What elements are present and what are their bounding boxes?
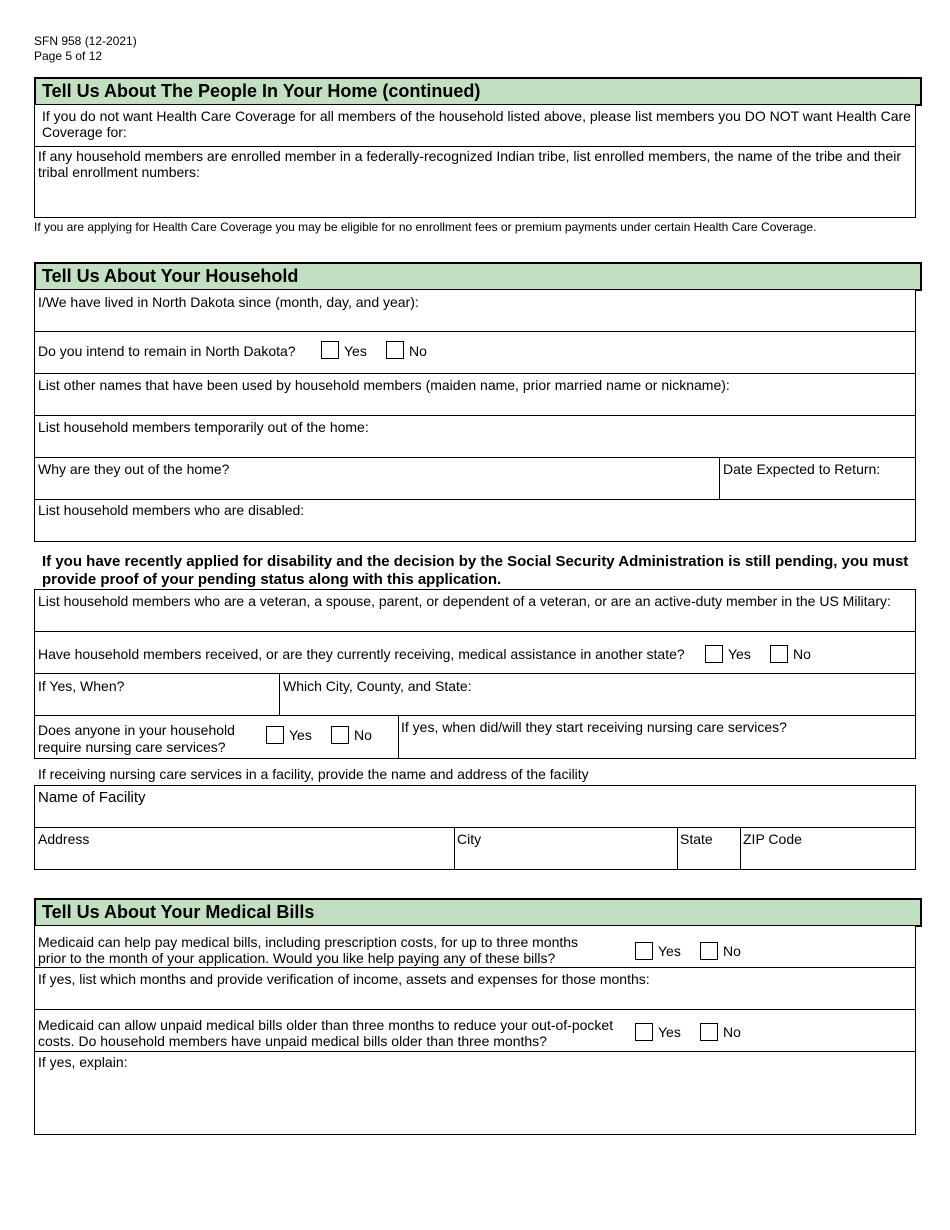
- help-pay-line2: prior to the month of your application. Would you like help paying any of these bills?: [38, 950, 556, 966]
- other-state-label: Have household members received, or are they currently receiving, medical assistance in another state?: [38, 646, 685, 662]
- temp-out-label: List household members temporarily out of the home:: [38, 419, 369, 435]
- address-label: Address: [38, 831, 90, 847]
- city-county-state-label: Which City, County, and State:: [283, 678, 472, 694]
- nursing-yes-label: Yes: [289, 727, 312, 743]
- other-state-yes-label: Yes: [728, 646, 751, 662]
- remain-label: Do you intend to remain in North Dakota?: [38, 343, 296, 359]
- unpaid-yes-label: Yes: [658, 1024, 681, 1040]
- months-label: If yes, list which months and provide verification of income, assets and expenses for those months:: [38, 971, 650, 987]
- help-pay-no-label: No: [723, 943, 741, 959]
- nursing-no-label: No: [354, 727, 372, 743]
- no-coverage-label: If you do not want Health Care Coverage for all members of the household listed above, please list members you DO NOT want Health Care Coverage for:: [42, 108, 911, 140]
- section-title-medical: Tell Us About Your Medical Bills: [34, 898, 922, 927]
- coverage-footnote: If you are applying for Health Care Coverage you may be eligible for no enrollment fees or premium payments under certain Health Care Coverage.: [34, 220, 817, 234]
- divider: [34, 1009, 916, 1010]
- disabled-label: List household members who are disabled:: [38, 502, 305, 518]
- address-field[interactable]: [35, 828, 453, 869]
- remain-yes-label: Yes: [344, 343, 367, 359]
- tribe-label: If any household members are enrolled member in a federally-recognized Indian tribe, list enrolled members, the name of the tribe and their tribal enrollment numbers:: [38, 148, 902, 180]
- facility-name-field[interactable]: [35, 786, 915, 827]
- unpaid-line1: Medicaid can allow unpaid medical bills older than three months to reduce your out-of-pocket: [38, 1017, 614, 1033]
- veteran-label: List household members who are a veteran, a spouse, parent, or dependent of a veteran, or are an active-duty member in the US Military:: [38, 593, 891, 609]
- other-state-no-label: No: [793, 646, 811, 662]
- unpaid-yes-checkbox[interactable]: [635, 1023, 653, 1041]
- other-state-no-checkbox[interactable]: [770, 645, 788, 663]
- unpaid-line2: costs. Do household members have unpaid medical bills older than three months?: [38, 1033, 547, 1049]
- unpaid-no-label: No: [723, 1024, 741, 1040]
- help-pay-yes-checkbox[interactable]: [635, 942, 653, 960]
- unpaid-no-checkbox[interactable]: [700, 1023, 718, 1041]
- remain-no-label: No: [409, 343, 427, 359]
- nursing-no-checkbox[interactable]: [331, 726, 349, 744]
- date-return-label: Date Expected to Return:: [723, 461, 881, 477]
- help-pay-no-checkbox[interactable]: [700, 942, 718, 960]
- explain-label: If yes, explain:: [38, 1054, 128, 1070]
- zip-label: ZIP Code: [743, 831, 802, 847]
- disability-notice: If you have recently applied for disability and the decision by the Social Security Administration is still pending, you must provide proof of your pending status along with this application.: [42, 553, 909, 588]
- divider: [34, 631, 916, 632]
- remain-yes-checkbox[interactable]: [321, 341, 339, 359]
- other-state-yes-checkbox[interactable]: [705, 645, 723, 663]
- city-field[interactable]: [455, 828, 676, 869]
- if-yes-when-label: If Yes, When?: [38, 678, 125, 694]
- facility-intro: If receiving nursing care services in a facility, provide the name and address of the facility: [38, 766, 589, 782]
- lived-since-label: I/We have lived in North Dakota since (month, day, and year):: [38, 294, 419, 310]
- remain-no-checkbox[interactable]: [386, 341, 404, 359]
- divider: [34, 331, 916, 332]
- section-title-household: Tell Us About Your Household: [34, 262, 922, 291]
- explain-field[interactable]: [35, 1052, 915, 1134]
- form-number: SFN 958 (12-2021): [34, 34, 137, 48]
- state-label: State: [680, 831, 713, 847]
- nursing-label-line1: Does anyone in your household: [38, 722, 235, 738]
- section-title-people: Tell Us About The People In Your Home (continued): [34, 77, 922, 106]
- city-label: City: [457, 831, 482, 847]
- other-names-label: List other names that have been used by household members (maiden name, prior married name or nickname):: [38, 377, 730, 393]
- why-out-label: Why are they out of the home?: [38, 461, 230, 477]
- page-number: Page 5 of 12: [34, 49, 103, 63]
- nursing-start-label: If yes, when did/will they start receiving nursing care services?: [401, 719, 787, 735]
- help-pay-yes-label: Yes: [658, 943, 681, 959]
- nursing-yes-checkbox[interactable]: [266, 726, 284, 744]
- facility-name-label: Name of Facility: [38, 789, 146, 806]
- help-pay-line1: Medicaid can help pay medical bills, including prescription costs, for up to three months: [38, 934, 579, 950]
- nursing-label-line2: require nursing care services?: [38, 739, 226, 755]
- form-id: [34, 34, 137, 64]
